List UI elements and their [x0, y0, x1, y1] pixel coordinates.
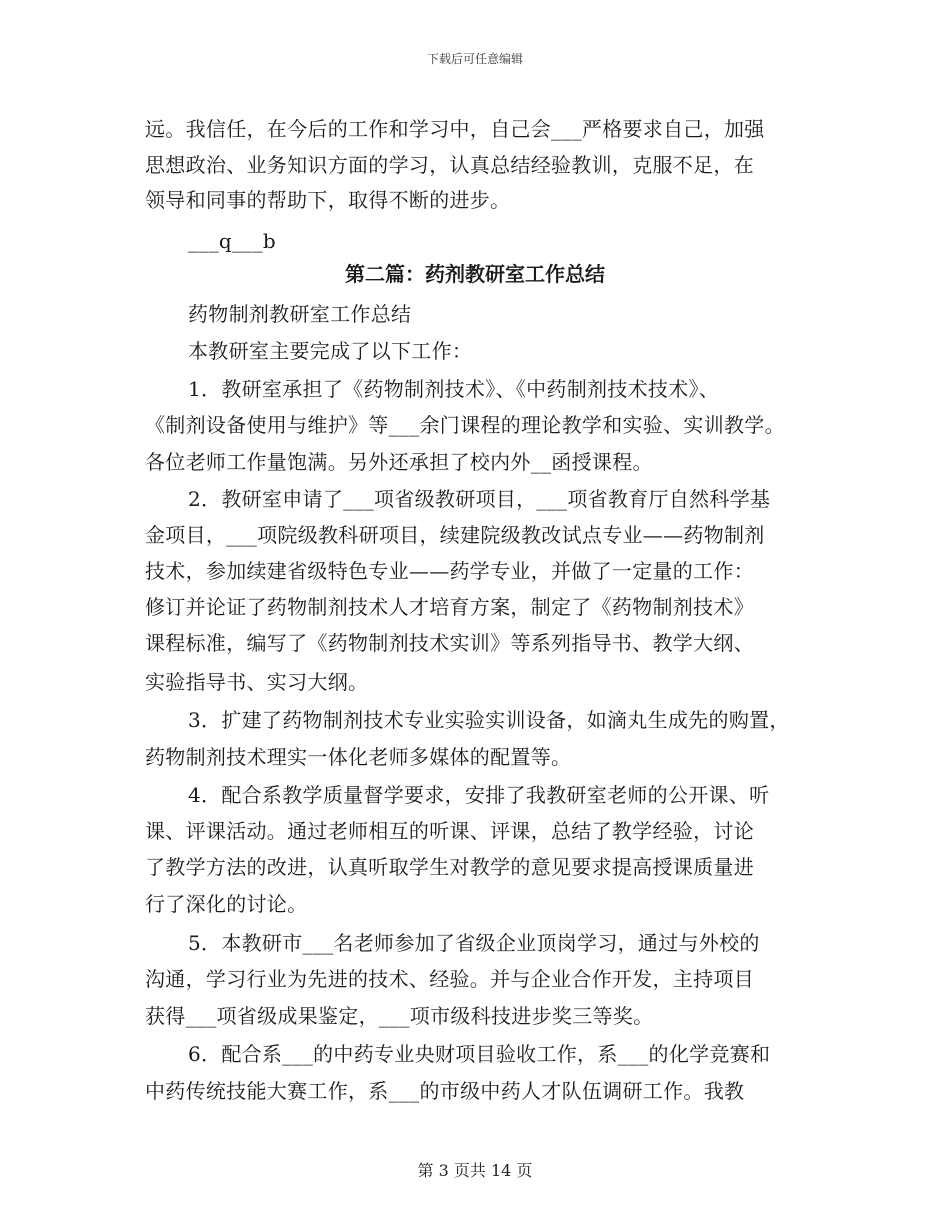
- body-line: 金项目，___项院级教科研项目，续建院级教改试点专业——药物制剂: [145, 523, 765, 547]
- body-line: 领导和同事的帮助下，取得不断的进步。: [145, 188, 511, 212]
- body-line: 思想政治、业务知识方面的学习，认真总结经验教训，克服不足，在: [145, 153, 754, 177]
- body-line: ___q___b: [188, 229, 277, 253]
- body-line: 行了深化的讨论。: [145, 892, 308, 916]
- body-line: 远。我信任，在今后的工作和学习中，自己会___严格要求自己，加强: [145, 117, 765, 141]
- body-line: 各位老师工作量饱满。另外还承担了校内外__函授课程。: [145, 450, 653, 474]
- body-line: 3．扩建了药物制剂技术专业实验实训设备，如滴丸生成先的购置，: [188, 708, 790, 732]
- page-header: 下载后可任意编辑: [426, 52, 523, 66]
- body-line: 课程标准，编写了《药物制剂技术实训》等系列指导书、教学大纲、: [145, 631, 754, 655]
- body-line: 实验指导书、实习大纲。: [145, 670, 369, 694]
- body-line: 1．教研室承担了《药物制剂技术》、《中药制剂技术技术》、: [188, 377, 720, 401]
- body-line: 课、评课活动。通过老师相互的听课、评课，总结了教学经验，讨论: [145, 819, 754, 843]
- body-line: 药物制剂技术理实一体化老师多媒体的配置等。: [145, 745, 572, 769]
- body-line: 中药传统技能大赛工作，系___的市级中药人才队伍调研工作。我教: [145, 1079, 745, 1103]
- body-line: 药物制剂教研室工作总结: [188, 302, 412, 326]
- body-line: 本教研室主要完成了以下工作：: [188, 339, 473, 363]
- page-footer: 第 3 页共 14 页: [417, 1161, 533, 1180]
- body-line: 技术，参加续建省级特色专业——药学专业，并做了一定量的工作：: [145, 559, 754, 583]
- body-line: 5．本教研市___名老师参加了省级企业顶岗学习，通过与外校的: [188, 931, 760, 955]
- body-line: 获得___项省级成果鉴定，___项市级科技进步奖三等奖。: [145, 1004, 654, 1028]
- section-heading: 第二篇：药剂教研室工作总结: [345, 262, 605, 286]
- body-line: 沟通，学习行业为先进的技术、经验。并与企业合作开发，主持项目: [145, 967, 754, 991]
- body-line: 4．配合系教学质量督学要求，安排了我教研室老师的公开课、听: [188, 783, 770, 807]
- body-line: 2．教研室申请了___项省级教研项目，___项省教育厅自然科学基: [188, 487, 771, 511]
- body-line: 修订并论证了药物制剂技术人才培育方案，制定了《药物制剂技术》: [145, 595, 754, 619]
- body-line: 了教学方法的改进，认真听取学生对教学的意见要求提高授课质量进: [145, 855, 754, 879]
- body-line: 《制剂设备使用与维护》等___余门课程的理论教学和实验、实训教学。: [145, 413, 785, 437]
- body-line: 6．配合系___的中药专业央财项目验收工作，系___的化学竞赛和: [188, 1042, 771, 1066]
